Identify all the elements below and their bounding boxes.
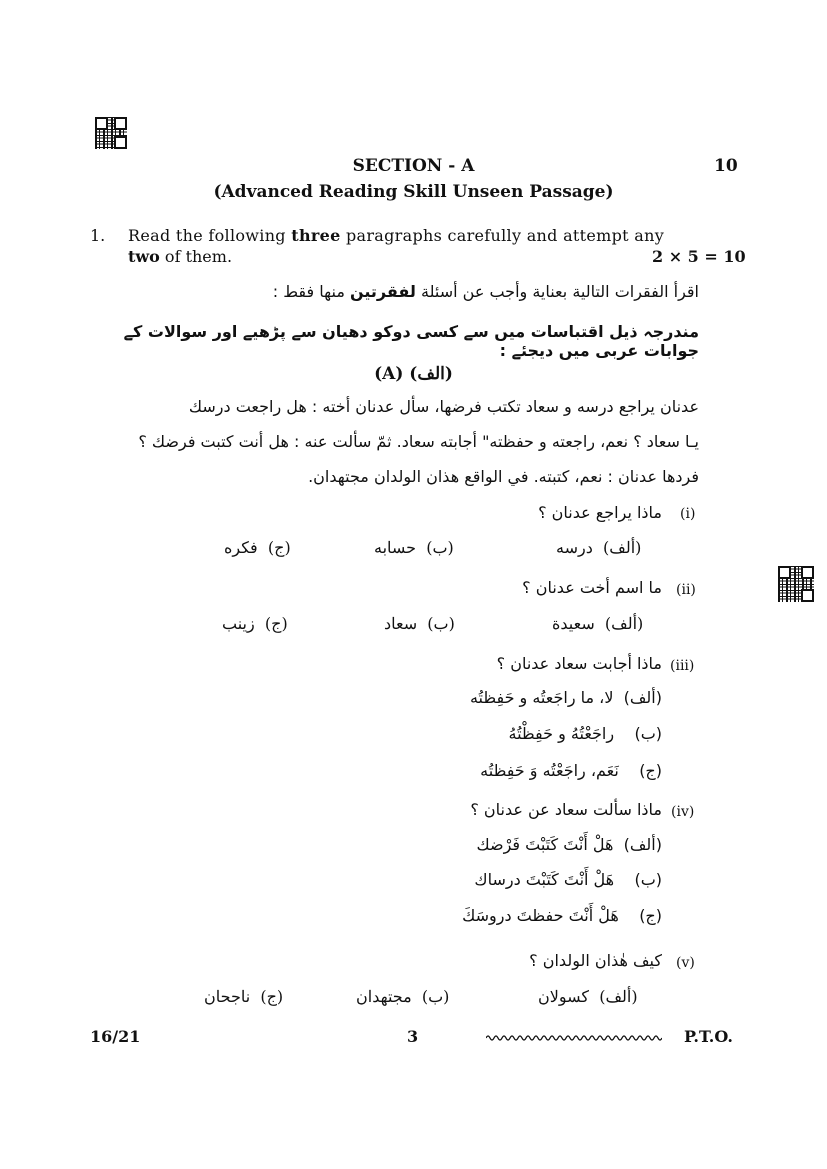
option-text: نَعَم، راجَعْتُه وَ حَفِظتُه [480,761,619,780]
option-label: (ج) [639,761,662,780]
option-text: زينب [222,614,255,633]
question-number: 1. [90,226,106,245]
option-label: (ب) [426,538,454,557]
section-heading: SECTION - A [352,156,475,176]
option-text: ناجحان [204,987,251,1006]
marks-formula: 2 × 5 = 10 [652,247,746,266]
option-text: حسابه [374,538,417,557]
option-label: (ج) [267,538,291,557]
question-v-option-b[interactable] [356,987,449,1006]
option-label: (ب) [634,870,662,889]
question-ii-text: ما اسم أخت عدنان ؟ [522,578,662,597]
option-label: (ج) [264,614,288,633]
question-iv-number: (iv) [671,804,695,820]
question-ii-option-a[interactable] [552,614,643,633]
instruction-line2-bold: two [128,247,160,266]
paragraph-a-line-2: يـا سعاد ؟ نعم، راجعته و حفظته" أجابته سعاد. ثمّ سألت عنه : هل أنت كتبت فرضك ؟ [138,432,699,451]
option-label: (ألف) [603,538,642,557]
option-text: سعيدة [552,614,595,633]
arabic-instruction-post: منها فقط : [272,282,350,301]
question-i-text: ماذا يراجع عدنان ؟ [538,503,662,522]
arabic-instruction-bold: لفقرتين [349,282,416,301]
question-i-option-b[interactable] [374,538,454,557]
question-iii-number: (iii) [670,658,695,674]
option-text: مجتهدان [356,987,412,1006]
question-ii-option-b[interactable] [384,614,455,633]
option-text: هَلْ أَنْتَ كَتَبْتَ فَرْضك [476,835,614,854]
option-label: (ألف) [604,614,644,633]
question-instruction-line2 [128,247,232,266]
question-iii-option-b[interactable] [262,724,662,743]
instruction-bold: three [291,226,341,245]
question-i-number: (i) [680,506,696,522]
option-label: (ب) [427,614,455,633]
question-iv-option-b[interactable] [262,870,662,889]
question-v-option-a[interactable] [538,987,638,1006]
squiggle-divider [486,1033,662,1043]
question-iii-option-c[interactable] [262,761,662,780]
question-iv-text: ماذا سألت سعاد عن عدنان ؟ [470,800,662,819]
question-iv-option-a[interactable] [262,835,662,854]
option-label: (ألف) [623,688,662,707]
question-v-text: كيف هٰذان الولدان ؟ [529,951,662,970]
pto-text: P.T.O. [684,1027,733,1046]
option-label: (ألف) [623,835,662,854]
qr-code-right-margin [778,566,814,602]
option-text: درسه [556,538,593,557]
option-label: (ج) [260,987,284,1006]
page-number: 3 [407,1027,419,1046]
instruction-post: paragraphs carefully and attempt any [340,226,665,245]
option-text: راجَعْتُهُ و حَفِظْتُهُ [508,724,615,743]
instruction-pre: Read the following [128,226,292,245]
option-text: هَلْ أَنْتَ حفظتَ دروسَكَ [462,906,619,925]
option-label: (ب) [634,724,662,743]
option-text: لا، ما راجَعتُه و حَفِظتُه [469,688,614,707]
instruction-line2-post: of them. [159,247,233,266]
question-v-option-c[interactable] [204,987,283,1006]
question-iv-option-c[interactable] [262,906,662,925]
option-label: (ألف) [599,987,638,1006]
urdu-instruction: مندرجہ ذیل اقتباسات میں سے کسی دوکو دھیان سے پڑھیے اور سوالات کے جوابات عربی میں دیجئے : [123,322,699,360]
question-instruction-line1 [128,226,698,245]
option-text: هَلْ أَنْتَ كَتَبْتَ درساك [474,870,615,889]
option-label: (ج) [639,906,662,925]
option-text: سعاد [384,614,418,633]
question-i-option-a[interactable] [556,538,641,557]
paragraph-a-heading: (A) (الف) [374,364,453,384]
question-iii-text: ماذا أجابت سعاد عدنان ؟ [496,654,662,673]
paragraph-a-line-3: فردها عدنان : نعم، كتبته. في الواقع هذان الولدان مجتهدان. [308,467,699,486]
arabic-instruction-pre: اقرأ الفقرات التالية بعناية وأجب عن أسئلة [415,282,699,301]
paper-code: 16/21 [90,1027,141,1046]
section-marks: 10 [714,156,738,176]
question-v-number: (v) [676,955,695,971]
question-i-option-c[interactable] [224,538,291,557]
question-ii-number: (ii) [676,582,696,598]
question-ii-option-c[interactable] [222,614,288,633]
paragraph-a-line-1: عدنان يراجع درسه و سعاد تكتب فرضها، سأل عدنان أخته : هل راجعت درسك [188,397,699,416]
question-iii-option-a[interactable] [262,688,662,707]
section-subheading: (Advanced Reading Skill Unseen Passage) [213,182,614,202]
arabic-instruction [119,282,699,301]
option-text: كسولان [538,987,590,1006]
option-text: فكره [224,538,258,557]
option-label: (ب) [421,987,450,1006]
qr-code-top-left [95,117,127,149]
